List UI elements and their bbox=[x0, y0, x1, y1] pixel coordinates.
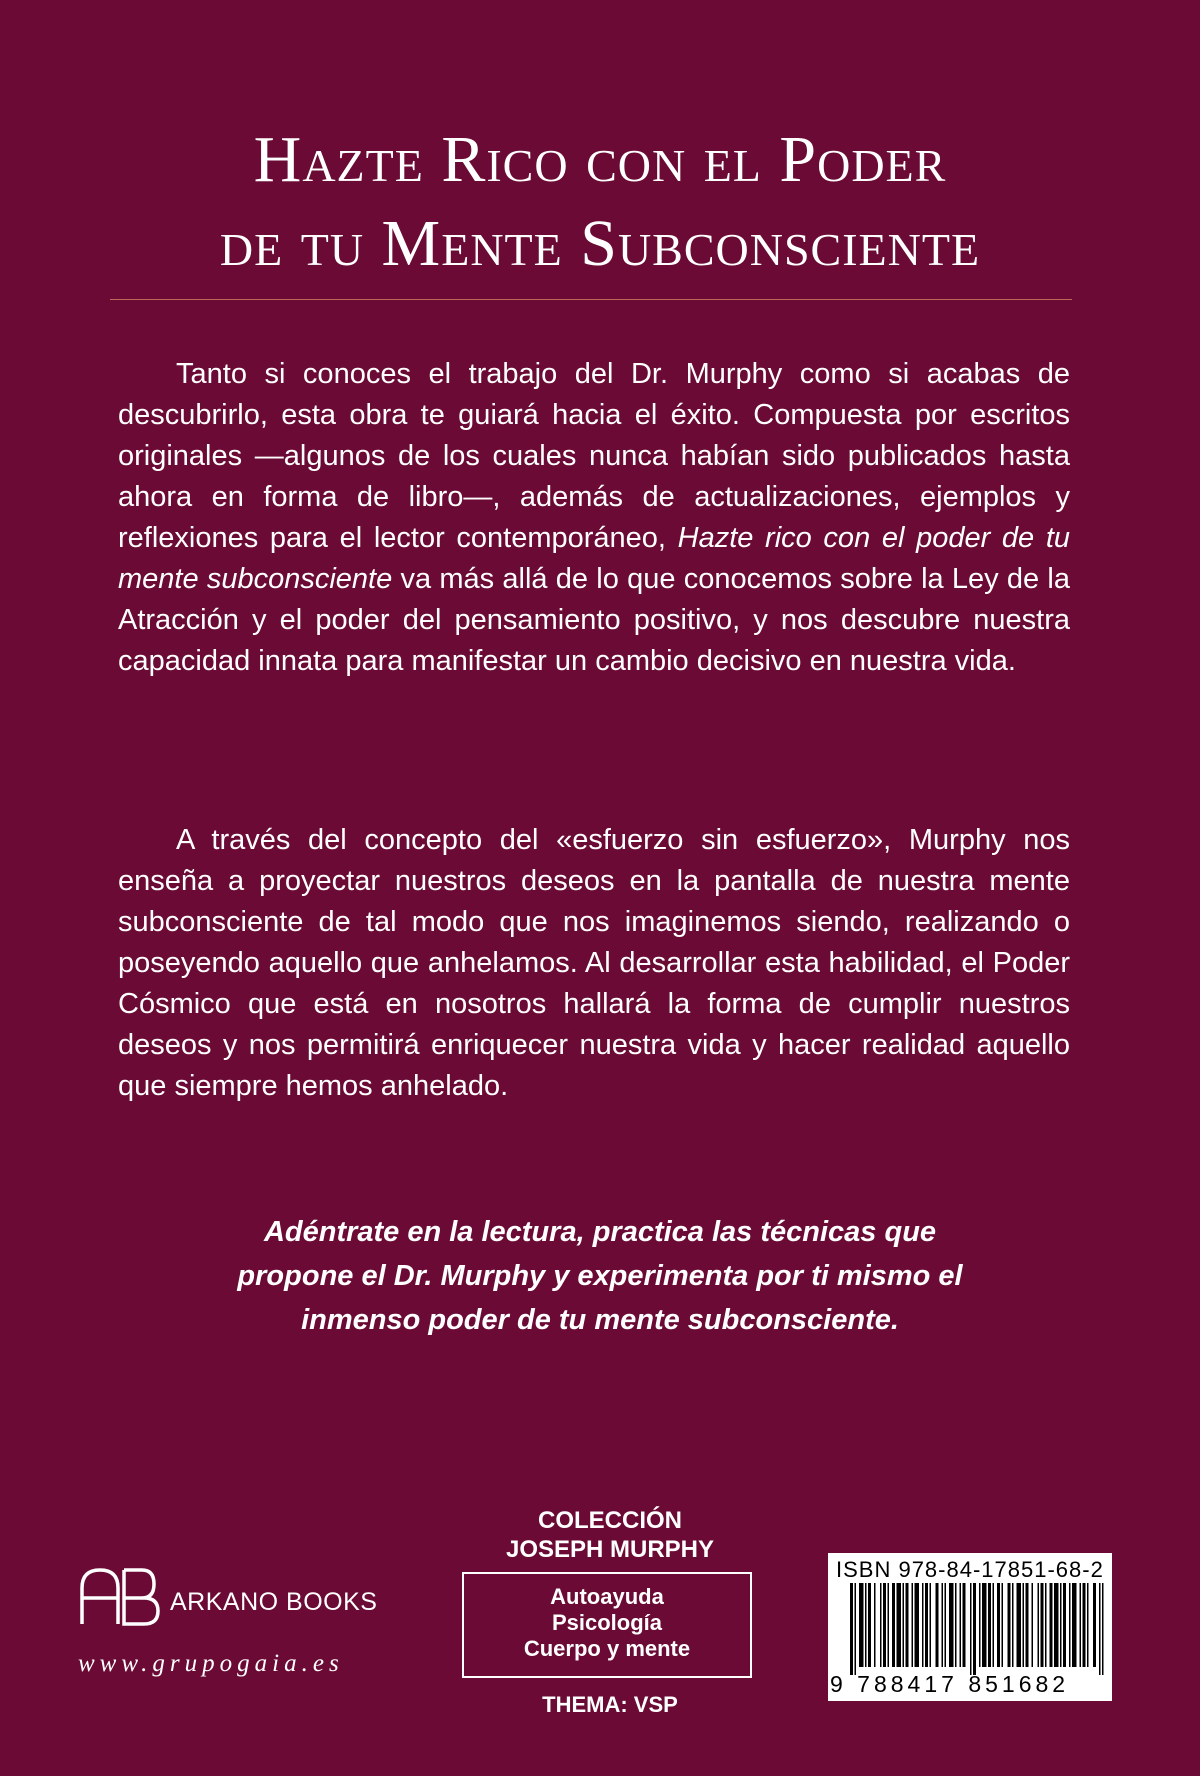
barcode-bar bbox=[1087, 1583, 1089, 1667]
barcode-bar bbox=[1080, 1583, 1082, 1667]
title-divider bbox=[110, 299, 1072, 300]
barcode-bar bbox=[973, 1583, 976, 1675]
barcode-bar bbox=[982, 1583, 987, 1667]
barcode-bar bbox=[1023, 1583, 1025, 1667]
barcode-bar bbox=[880, 1583, 882, 1667]
barcode-bar bbox=[888, 1583, 890, 1667]
barcode-bar bbox=[988, 1583, 991, 1667]
barcode-bar bbox=[1060, 1583, 1062, 1667]
barcode-bar bbox=[1008, 1583, 1011, 1667]
barcode-bar bbox=[1026, 1583, 1029, 1667]
arkano-books-logo-icon bbox=[78, 1566, 162, 1628]
barcode-bar bbox=[979, 1583, 981, 1667]
barcode-bar bbox=[1012, 1583, 1014, 1667]
synopsis-paragraph-2: A través del concepto del «esfuerzo sin esfuerzo», Murphy nos enseña a proyectar nuestros deseos en la pantalla de nuestra mente subconsciente de tal modo que nos imaginemos siendo, realizando o poseyendo aquello que anhelamos. Al desarrollar esta habilidad, el Poder Cósmico que está en nosotros hallará la forma de cumplir nuestros deseos y nos permitirá enriquecer nuestra vida y hacer realidad aquello que siempre hemos anhelado. bbox=[118, 824, 1070, 1102]
barcode-bar bbox=[1069, 1583, 1071, 1667]
barcode-bar bbox=[1032, 1583, 1034, 1667]
barcode-bar bbox=[850, 1583, 853, 1675]
collection-line-1: COLECCIÓN bbox=[538, 1507, 682, 1534]
collection-line-2: JOSEPH MURPHY bbox=[505, 1536, 715, 1563]
barcode-bar bbox=[1099, 1583, 1101, 1675]
publisher-logo bbox=[78, 1566, 418, 1626]
isbn-label: ISBN 978-84-17851-68-2 bbox=[836, 1557, 1104, 1582]
genre-item: Autoayuda bbox=[550, 1584, 664, 1609]
barcode-digits: 9 788417 851682 bbox=[830, 1671, 1070, 1697]
barcode-bar bbox=[949, 1583, 954, 1667]
synopsis-text-1b: va más allá de lo que conocemos sobre la Ley de la Atracción y el poder del pensamiento positivo, y nos descubre nuestra capacidad innata para manifestar un cambio decisivo en nuestra vida. bbox=[118, 563, 1070, 677]
barcode-bar bbox=[859, 1583, 864, 1667]
barcode-bar bbox=[922, 1583, 924, 1667]
barcode-bar bbox=[874, 1583, 876, 1667]
collection-title bbox=[462, 1506, 758, 1564]
barcode-bar bbox=[930, 1583, 932, 1667]
barcode-bar bbox=[1054, 1583, 1059, 1667]
thema-code: THEMA: VSP bbox=[542, 1692, 678, 1717]
barcode-bar bbox=[1038, 1583, 1040, 1667]
genre-item: Cuerpo y mente bbox=[523, 1636, 691, 1661]
barcode-bar bbox=[915, 1583, 920, 1667]
closing-line-2: propone el Dr. Murphy y experimenta por ti mismo el bbox=[237, 1260, 963, 1292]
barcode-bar bbox=[1017, 1583, 1022, 1667]
synopsis-paragraph-1 bbox=[118, 354, 1070, 682]
publisher-name: ARKANO BOOKS bbox=[170, 1588, 378, 1616]
barcode-bar bbox=[1083, 1583, 1086, 1667]
barcode-bar bbox=[955, 1583, 957, 1667]
book-title bbox=[0, 118, 1200, 286]
closing-statement bbox=[150, 1210, 1050, 1342]
closing-line-3: inmenso poder de tu mente subconsciente. bbox=[301, 1304, 899, 1336]
barcode-bar bbox=[1063, 1583, 1066, 1667]
barcode-bar bbox=[1072, 1583, 1077, 1667]
barcode-bar bbox=[906, 1583, 909, 1667]
barcode-bar bbox=[942, 1583, 944, 1667]
barcode-bar bbox=[963, 1583, 966, 1667]
barcode-bar bbox=[1002, 1583, 1004, 1667]
barcode-bar bbox=[892, 1583, 895, 1667]
barcode-bar bbox=[1045, 1583, 1047, 1667]
barcode-bar bbox=[897, 1583, 902, 1667]
title-line-2: de tu Mente Subconsciente bbox=[219, 207, 981, 280]
isbn-barcode bbox=[828, 1553, 1112, 1701]
barcode-bar bbox=[1041, 1583, 1044, 1667]
barcode-bar bbox=[1102, 1583, 1104, 1675]
publisher-website: www.grupogaia.es bbox=[78, 1650, 344, 1677]
title-line-1: Hazte Rico con el Poder bbox=[253, 123, 947, 196]
barcode-bar bbox=[970, 1583, 972, 1675]
barcode-bar bbox=[945, 1583, 947, 1667]
genre-box bbox=[462, 1572, 752, 1678]
barcode-bar bbox=[912, 1583, 914, 1667]
barcode-bar bbox=[903, 1583, 905, 1667]
barcode-bar bbox=[1050, 1583, 1053, 1667]
barcode-bar bbox=[855, 1583, 857, 1675]
barcode-bar bbox=[960, 1583, 962, 1667]
barcode-bar bbox=[1093, 1583, 1096, 1667]
barcode-bar bbox=[868, 1583, 871, 1667]
synopsis-text-1a: Tanto si conoces el trabajo del Dr. Murphy como si acabas de descubrirlo, esta obra te guiará hacia el éxito. Compuesta por escritos originales —algunos de los cuales nunca habían sido publicados hasta ahora en forma de libro—, además de actualizaciones, ejemplos y reflexiones para el lector contemporáneo, bbox=[118, 358, 1070, 554]
barcode-bar bbox=[993, 1583, 995, 1667]
barcode-bar bbox=[865, 1583, 867, 1667]
barcode-bar bbox=[997, 1583, 1000, 1667]
book-title-italic: Hazte rico con el poder de tu mente subconsciente bbox=[118, 522, 1070, 595]
barcode-bar bbox=[936, 1583, 939, 1667]
barcode-bar bbox=[883, 1583, 886, 1667]
barcode-bar bbox=[925, 1583, 928, 1667]
closing-line-1: Adéntrate en la lectura, practica las técnicas que bbox=[263, 1216, 937, 1248]
genre-item: Psicología bbox=[551, 1610, 663, 1635]
